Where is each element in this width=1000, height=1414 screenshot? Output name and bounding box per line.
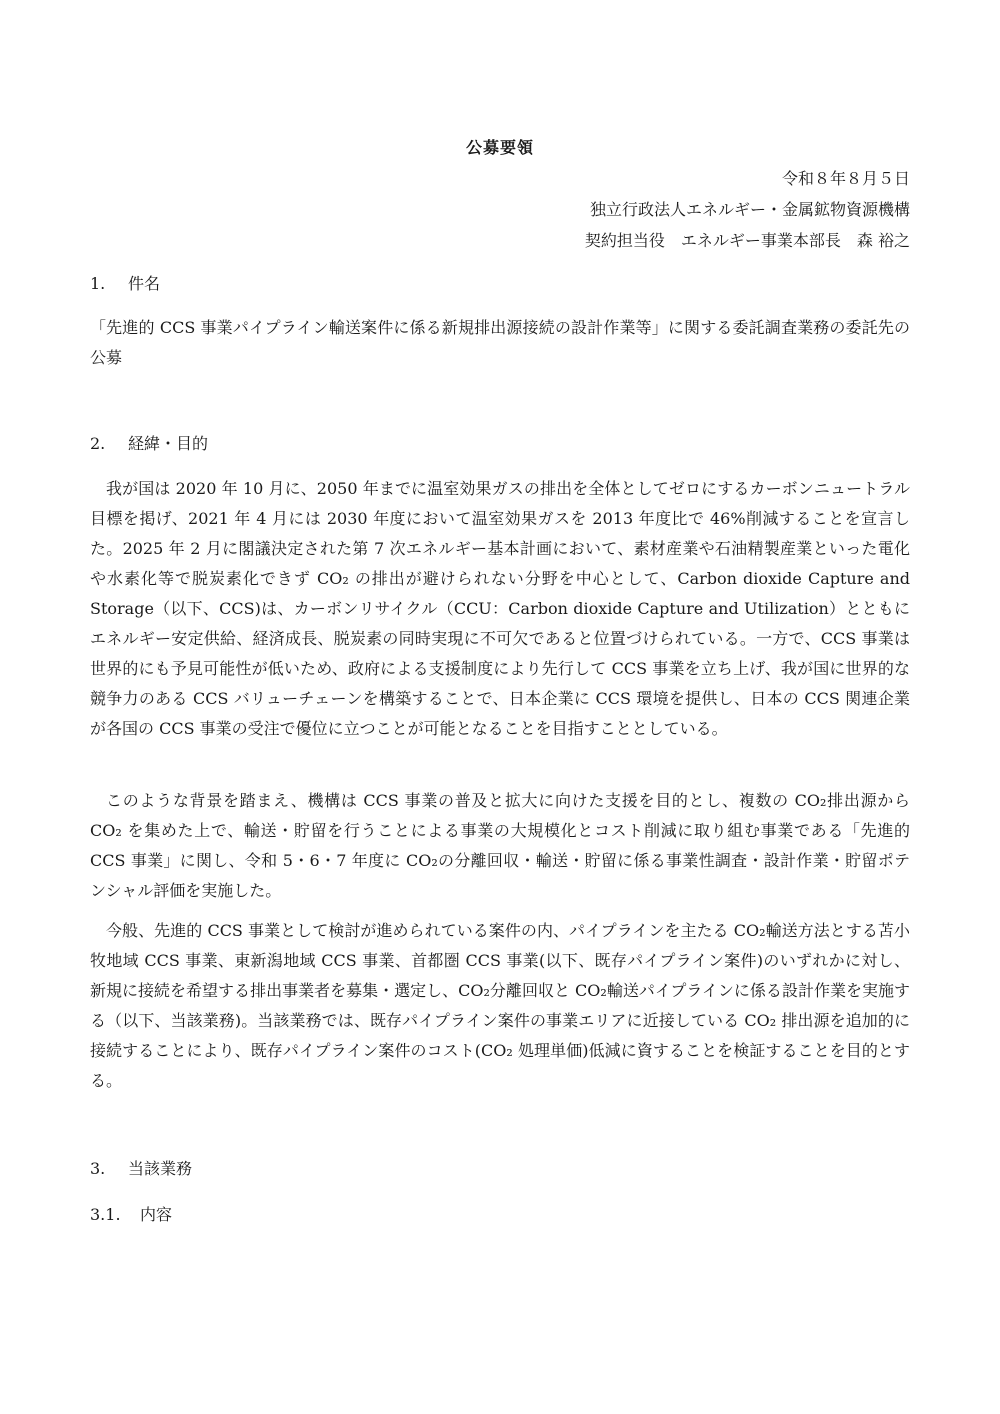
issue-date: 令和８年８月５日: [781, 169, 910, 188]
issuing-organization: 独立行政法人エネルギー・金属鉱物資源機構: [589, 200, 910, 219]
section-number: 3.: [90, 1159, 106, 1178]
section-title: 内容: [140, 1205, 173, 1224]
section-heading-1: [90, 271, 160, 294]
contract-officer: 契約担当役 エネルギー事業本部長 森 裕之: [584, 231, 910, 250]
paragraph: 今般、先進的 CCS 事業として検討が進められている案件の内、パイプラインを主たる CO₂輸送方法とする苫小牧地域 CCS 事業、東新潟地域 CCS 事業、首都圏 CCS 事業(以下、既存パイプライン案件)のいずれかに対し、新規に接続を希望する排出事業者を募集・選定し、CO₂分離回収と CO₂輸送パイプラインに係る設計作業を実施する（以下、当該業務)。当該業務では、既存パイプライン案件の事業エリアに近接している CO₂ 排出源を追加的に接続することにより、既存パイプライン案件のコスト(CO₂ 処理単価)低減に資することを検証することを目的とする。: [90, 921, 910, 1090]
section-number: 3.1.: [90, 1205, 121, 1224]
section-2-body-3: [90, 916, 910, 1096]
section-heading-3: [90, 1156, 192, 1179]
section-heading-3-1: [90, 1202, 172, 1225]
section-number: 1.: [90, 274, 106, 293]
paragraph: 「先進的 CCS 事業パイプライン輸送案件に係る新規排出源接続の設計作業等」に関する委託調査業務の委託先の公募: [90, 318, 910, 367]
issuer-block: [585, 163, 910, 256]
section-title: 当該業務: [128, 1159, 193, 1178]
section-2-body: [90, 474, 910, 744]
paragraph: このような背景を踏まえ、機構は CCS 事業の普及と拡大に向けた支援を目的とし、複数の CO₂排出源から CO₂ を集めた上で、輸送・貯留を行うことによる事業の大規模化とコスト削減に取り組む事業である「先進的 CCS 事業」に関し、令和 5・6・7 年度に CO₂の分離回収・輸送・貯留に係る事業性調査・設計作業・貯留ポテンシャル評価を実施した。: [90, 791, 910, 900]
section-heading-2: [90, 431, 208, 454]
section-number: 2.: [90, 434, 106, 453]
paragraph: 我が国は 2020 年 10 月に、2050 年までに温室効果ガスの排出を全体としてゼロにするカーボンニュートラル目標を掲げ、2021 年 4 月には 2030 年度において温室効果ガスを 2013 年度比で 46%削減することを宣言した。2025 年 2 月に閣議決定された第 7 次エネルギー基本計画において、素材産業や石油精製産業といった電化や水素化等で脱炭素化できず CO₂ の排出が避けられない分野を中心として、Carbon dioxide Capture and Storage（以下、CCS)は、カーボンリサイクル（CCU：Carbon dioxide Capture and Utilization）とともにエネルギー安定供給、経済成長、脱炭素の同時実現に不可欠であると位置づけられている。一方で、CCS 事業は世界的にも予見可能性が低いため、政府による支援制度により先行して CCS 事業を立ち上げ、我が国に世界的な競争力のある CCS バリューチェーンを構築することで、日本企業に CCS 環境を提供し、日本の CCS 関連企業が各国の CCS 事業の受注で優位に立つことが可能となることを目指すこととしている。: [90, 479, 910, 738]
section-1-body: [90, 313, 910, 373]
section-title: 件名: [128, 274, 161, 293]
section-2-body-2: [90, 786, 910, 906]
document-title: 公募要領: [465, 138, 534, 157]
section-title: 経緯・目的: [128, 434, 209, 453]
